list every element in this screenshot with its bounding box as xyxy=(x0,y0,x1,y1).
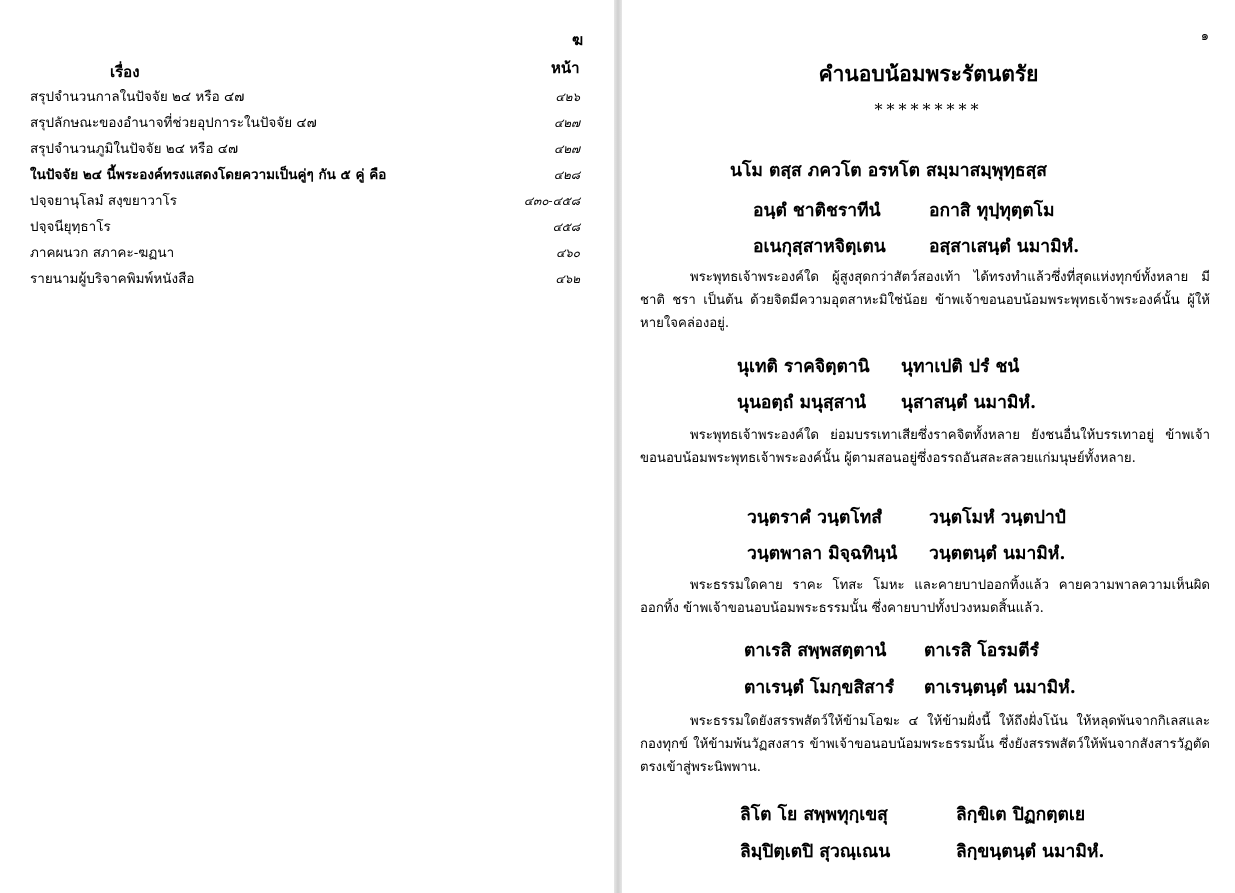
toc-entry xyxy=(30,84,586,110)
verse-line xyxy=(747,539,1066,567)
verse-line xyxy=(753,232,1080,260)
verse-line-a: นุเทติ ราคจิตฺตานิ xyxy=(737,357,870,377)
toc-entry-page: ๔๕๘ xyxy=(552,220,580,234)
paragraph: พระพุทธเจ้าพระองค์ใด ผู้สูงสุดกว่าสัตว์สองเท้า ได้ทรงทำแล้วซึ่งที่สุดแห่งทุกข์ทั้งหลาย มี ชาติ ชรา เป็นต้น ด้วยจิตมีความอุตสาหะมิใช่น้อย ข้าพเจ้าขอนอบน้อมพระพุทธเจ้าพระองค์นั้น ผู้ให้หายใจคล่องอยู่. xyxy=(640,270,1210,331)
verse-line xyxy=(744,673,1076,701)
toc-entry xyxy=(30,240,586,266)
verse-line xyxy=(740,800,1086,828)
toc-list xyxy=(30,84,586,292)
verse-line xyxy=(737,388,1037,416)
paragraph: พระพุทธเจ้าพระองค์ใด ย่อมบรรเทาเสียซึ่งราคจิตทั้งหลาย ยังชนอื่นให้บรรเทาอยู่ ข้าพเจ้าขอนอบน้อมพระพุทธเจ้าพระองค์นั้น ผู้ตามสอนอยู่ซึ่งอรรถอันสละสลวยแก่มนุษย์ทั้งหลาย. xyxy=(640,428,1210,466)
verse-line xyxy=(747,503,1066,531)
verse-line xyxy=(744,636,1039,664)
right-page-text xyxy=(622,0,1235,893)
verse-line-a: อเนกุสฺสาหจิตฺเตน xyxy=(753,237,886,257)
verse-line-a: นโม ตสฺส ภควโต อรหโต สมฺมาสมฺพุทฺธสฺส xyxy=(730,161,1047,181)
book-gutter xyxy=(614,0,622,893)
verse-line-b: นุทาเปติ ปรํ ชนํ xyxy=(901,357,1020,377)
toc-entry-title: สรุปจำนวนภูมิในปัจจัย ๒๔ หรือ ๔๗ xyxy=(30,141,239,157)
verse-line-a: ลิมฺปิตฺเตปิ สุวณฺเณน xyxy=(740,842,891,862)
left-page-table-of-contents xyxy=(0,0,616,893)
verse-homage xyxy=(730,156,1047,184)
verse-line xyxy=(740,837,1105,865)
toc-entry-title: ในปัจจัย ๒๔ นี้พระองค์ทรงแสดงโดยความเป็นคู่ๆ กัน ๕ คู่ คือ xyxy=(30,167,387,183)
page-title: คำนอบน้อมพระรัตนตรัย xyxy=(818,61,1039,86)
toc-entry xyxy=(30,266,586,292)
verse-line-a: ลิโต โย สพฺพทุกฺเขสุ xyxy=(740,805,888,825)
verse-line xyxy=(737,352,1020,380)
verse-line-a: นุนอตฺถํ มนุสฺสานํ xyxy=(737,393,867,413)
verse-line-b: ตาเรสิ โอรมตีรํ xyxy=(924,641,1039,661)
page-number: ๑ xyxy=(1200,29,1209,44)
toc-entry-title: ภาคผนวก สภาคะ-ฆฏนา xyxy=(30,245,175,261)
verse-line-b: ลิกฺขิเต ปิฏกตฺตเย xyxy=(956,805,1086,825)
toc-entry xyxy=(30,162,586,188)
toc-entry-page: ๔๒๗ xyxy=(553,116,580,130)
toc-column-title: เรื่อง xyxy=(110,63,140,81)
toc-entry-page: ๔๖๐ xyxy=(555,246,580,260)
toc-entry-page: ๔๓๐-๔๕๘ xyxy=(523,194,580,208)
toc-entry-title: สรุปลักษณะของอำนาจที่ช่วยอุปการะในปัจจัย ๔๗ xyxy=(30,115,317,131)
verse-line xyxy=(753,196,1055,224)
toc-entry xyxy=(30,110,586,136)
verse-line-b: ลิกฺขนฺตนฺตํ นมามิหํ. xyxy=(956,842,1105,862)
verse-line-b: ตาเรนฺตนฺตํ นมามิหํ. xyxy=(924,678,1076,698)
toc-entry-page: ๔๒๘ xyxy=(553,168,580,182)
verse-line-a: ตาเรสิ สพฺพสตฺตานํ xyxy=(744,641,887,661)
toc-page-letter: ฆ xyxy=(572,31,584,49)
toc-entry-title: ปจฺจนียุทฺธาโร xyxy=(30,219,111,235)
toc-entry-page: ๔๖๒ xyxy=(555,272,580,286)
verse-line-b: นุสาสนฺตํ นมามิหํ. xyxy=(901,393,1037,413)
verse-line-a: อนฺตํ ชาติชราทีนํ xyxy=(753,201,881,221)
paragraph: พระธรรมใดยังสรรพสัตว์ให้ข้ามโอฆะ ๔ ให้ข้ามฝั่งนี้ ให้ถึงฝั่งโน้น ให้หลุดพ้นจากกิเลสและกองทุกข์ ให้ข้ามพ้นวัฏสงสาร ข้าพเจ้าขอนอบน้อมพระธรรมนั้น ซึ่งยังสรรพสัตว์ให้พ้นจากสังสารวัฏตัดตรงเข้าสู่พระนิพพาน. xyxy=(640,714,1210,775)
verse-line-b: อกาสิ ทุปฺทุตฺตโม xyxy=(929,201,1055,221)
toc-entry-title: สรุปจำนวนกาลในปัจจัย ๒๔ หรือ ๔๗ xyxy=(30,89,245,105)
toc-entry xyxy=(30,188,586,214)
toc-entry xyxy=(30,136,586,162)
toc-entry-page: ๔๒๖ xyxy=(555,90,580,104)
verse-line-a: วนฺตพาลา มิจฺฉทินฺนํ xyxy=(747,544,898,564)
paragraph: พระธรรมใดคาย ราคะ โทสะ โมหะ และคายบาปออกทิ้งแล้ว คายความพาลความเห็นผิด ออกทิ้ง ข้าพเจ้าขอนอบน้อมพระธรรมนั้น ซึ่งคายบาปทั้งปวงหมดสิ้นแล้ว. xyxy=(640,578,1210,616)
toc-column-page: หน้า xyxy=(551,59,580,77)
verse-line-a: ตาเรนฺตํ โมกฺขสิสารํ xyxy=(744,678,895,698)
verse-line-a: วนฺตราคํ วนฺตโทสํ xyxy=(747,508,882,528)
decorative-stars: ********* xyxy=(874,100,983,119)
verse-line-b: วนฺตตนฺตํ นมามิหํ. xyxy=(929,544,1066,564)
verse-line-b: วนฺตโมหํ วนฺตปาปํ xyxy=(929,508,1066,528)
toc-entry-title: ปจฺจยานุโลมํ สงฺขยาวาโร xyxy=(30,193,178,209)
toc-entry xyxy=(30,214,586,240)
verse-line-b: อสฺสาเสนฺตํ นมามิหํ. xyxy=(929,237,1080,257)
toc-entry-page: ๔๒๗ xyxy=(553,142,580,156)
toc-entry-title: รายนามผู้บริจาคพิมพ์หนังสือ xyxy=(30,271,195,287)
